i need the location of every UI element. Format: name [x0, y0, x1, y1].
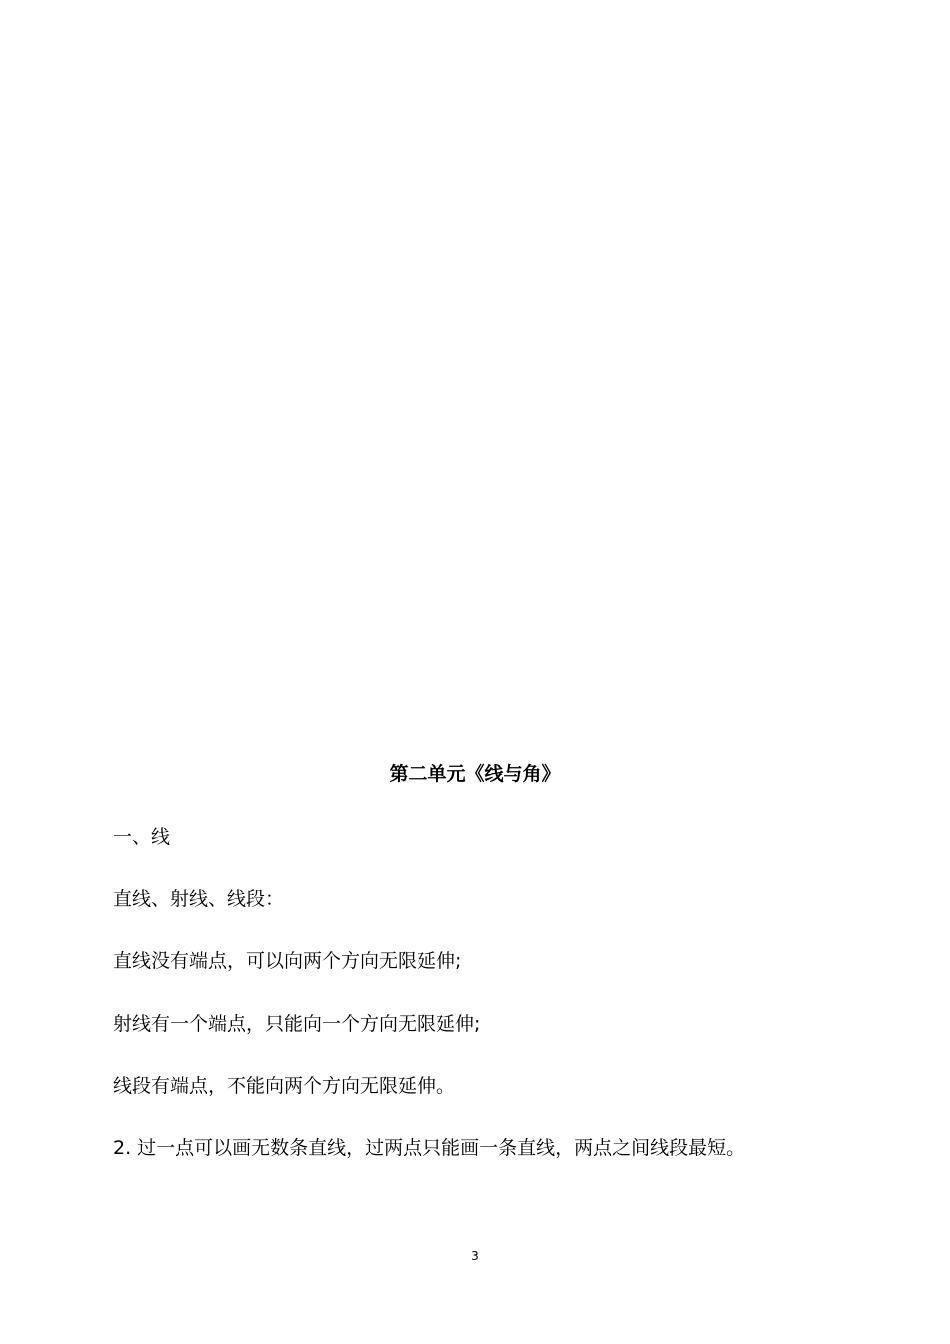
section-title: 第二单元《线与角》	[389, 763, 561, 785]
paragraph-line-types: 直线、射线、线段：	[113, 888, 285, 910]
paragraph-ray: 射线有一个端点，只能向一个方向无限延伸;	[113, 1013, 481, 1035]
paragraph-line-segment: 线段有端点，不能向两个方向无限延伸。	[113, 1075, 456, 1097]
paragraph-point-rule: 2. 过一点可以画无数条直线，过两点只能画一条直线，两点之间线段最短。	[113, 1137, 746, 1159]
paragraph-straight-line: 直线没有端点，可以向两个方向无限延伸;	[113, 950, 462, 972]
paragraph-heading-lines: 一、线	[113, 826, 171, 848]
page-number: 3	[471, 1249, 479, 1263]
